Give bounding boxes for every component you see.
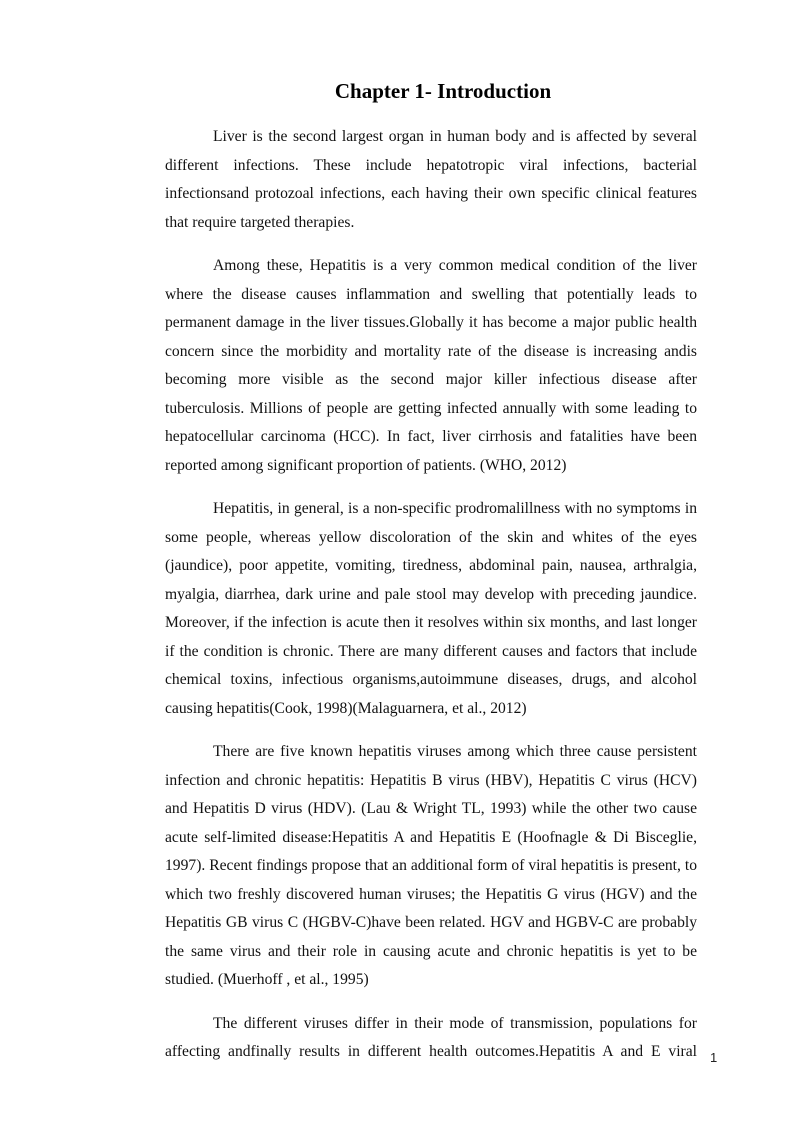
paragraph-hepatitis-symptoms: Hepatitis, in general, is a non-specific prodromalillness with no symptoms in some people, whereas yellow discoloration of the skin and whites of the eyes (jaundice), poor appetite, vomiting, tiredness, abdominal pain, nausea, arthralgia, myalgia, diarrhea, dark urine and pale stool may develop with preceding jaundice. Moreover, if the infection is acute then it resolves within six months, and last longer if the condition is chronic. There are many different causes and factors that include chemical toxins, infectious organisms,autoimmune diseases, drugs, and alcohol causing hepatitis(Cook, 1998)(Malaguarnera, et al., 2012) [165,500,697,717]
paragraph-hepatitis-viruses: There are five known hepatitis viruses among which three cause persistent infection and chronic hepatitis: Hepatitis B virus (HBV), Hepatitis C virus (HCV) and Hepatitis D virus (HDV). (Lau & Wright TL, 1993) while the other two cause acute self-limited disease:Hepatitis A and Hepatitis E (Hoofnagle & Di Bisceglie, 1997). Recent findings propose that an additional form of viral hepatitis is present, to which two freshly discovered human viruses; the Hepatitis G virus (HGV) and the Hepatitis GB virus C (HGBV-C)have been related. HGV and HGBV-C are probably the same virus and their role in causing acute and chronic hepatitis is yet to be studied. (Muerhoff , et al., 1995) [165,743,697,988]
paragraph-hepatitis-burden: Among these, Hepatitis is a very common medical condition of the liver where the disease causes inflammation and swelling that potentially leads to permanent damage in the liver tissues.Globally it has become a major public health concern since the morbidity and mortality rate of the disease is increasing andis becoming more visible as the second major killer infectious disease after tuberculosis. Millions of people are getting infected annually with some leading to hepatocellular carcinoma (HCC). In fact, liver cirrhosis and fatalities have been reported among significant proportion of patients. (WHO, 2012) [165,257,697,474]
paragraph-liver-infections: Liver is the second largest organ in human body and is affected by several different infections. These include hepatotropic viral infections, bacterial infectionsand protozoal infections, each having their own specific clinical features that require targeted therapies. [165,128,697,231]
paragraph-transmission: The different viruses differ in their mode of transmission, populations for affecting andfinally results in different health outcomes.Hepatitis A and E viral [165,1014,697,1060]
page-number: 1 [710,1050,718,1065]
body-text [165,123,697,1082]
chapter-title: Chapter 1- Introduction [334,79,552,103]
